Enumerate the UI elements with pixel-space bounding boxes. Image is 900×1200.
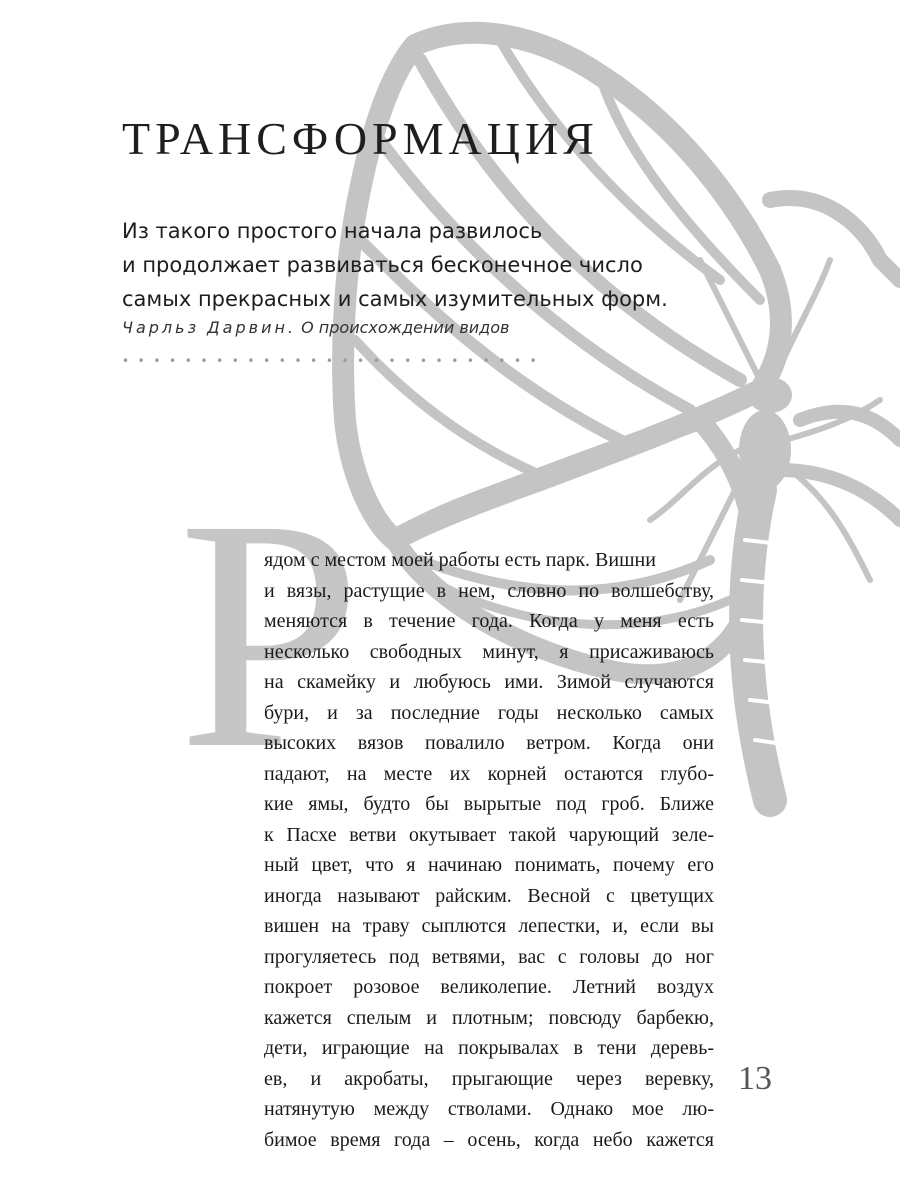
body-line: ный цвет, что я начинаю понимать, почему его (264, 854, 714, 876)
epigraph-line: и продолжает развиваться бесконечное число (122, 253, 643, 277)
chapter-title: ТРАНСФОРМАЦИЯ (122, 113, 599, 164)
drop-cap-letter: Р (178, 452, 362, 817)
body-line: ев, и акробаты, прыгающие через веревку, (264, 1067, 714, 1090)
body-line: покроет розовое великолепие. Летний воздух (264, 976, 714, 998)
body-line: бури, и за последние годы несколько самых (264, 701, 714, 724)
body-line: иногда называют райским. Весной с цветущих (264, 884, 714, 907)
dotted-separator: ••••••••••••••••••••••••••• (122, 354, 546, 368)
body-line: дети, играющие на покрывалах в тени деревь- (264, 1037, 714, 1059)
body-line: прогуляетесь под ветвями, вас с головы до ног (264, 945, 714, 968)
body-line: натянутую между стволами. Однако мое лю- (264, 1098, 714, 1120)
body-line: кие ямы, будто бы вырытые под гроб. Ближе (264, 793, 714, 815)
body-line: бимое время года – осень, когда небо кажется (264, 1128, 714, 1151)
body-line: и вязы, растущие в нем, словно по волшебству, (264, 579, 714, 602)
body-line: кажется спелым и плотным; повсюду барбекю, (264, 1006, 714, 1029)
body-line: ядом с местом моей работы есть парк. Вишни (264, 549, 656, 571)
epigraph-quote (122, 214, 682, 316)
body-line: высоких вязов повалило ветром. Когда они (264, 732, 714, 754)
body-line: на скамейку и любуюсь ими. Зимой случаются (264, 671, 714, 693)
body-line: меняются в течение года. Когда у меня есть (264, 610, 714, 632)
epigraph-line: Из такого простого начала развилось (122, 219, 543, 243)
epigraph-attribution (122, 318, 509, 337)
page-number: 13 (738, 1060, 772, 1097)
body-paragraph (264, 545, 714, 1155)
epigraph-source: О происхождении видов (301, 318, 510, 337)
body-line: несколько свободных минут, я присаживаюсь (264, 640, 714, 663)
epigraph-author: Чарльз Дарвин. (122, 318, 297, 337)
epigraph-line: самых прекрасных и самых изумительных форм. (122, 287, 668, 311)
body-line: падают, на месте их корней остаются глубо- (264, 762, 714, 785)
body-line: вишен на траву сыплются лепестки, и, если вы (264, 915, 714, 937)
body-line: к Пасхе ветви окутывает такой чарующий зеле- (264, 823, 714, 846)
